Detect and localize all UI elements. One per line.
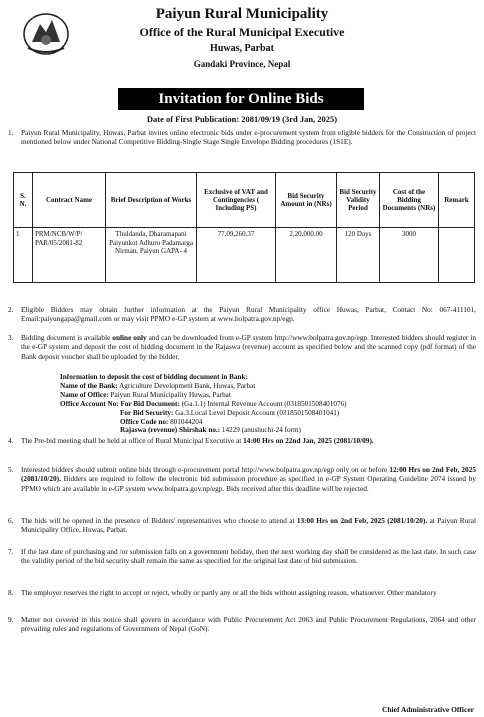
bank-name-label: Name of the Bank: xyxy=(60,381,118,390)
bid-document-label: For Bid Document: xyxy=(120,399,180,408)
office-code-value: 801044204 xyxy=(170,417,203,426)
clause-text xyxy=(21,516,476,535)
clause-text xyxy=(21,333,476,361)
clause-text: Matter not covered in this notice shall govern in accordance with Public Procurement Act 2063 and Public Procurement Regulations, 2064 and other prevailing rules and regulations of Government of Nepal (GoN). xyxy=(21,615,476,634)
bid-security-account: Ga.3.Local Level Deposit Account (0318501508401041) xyxy=(175,408,340,417)
clause-text-part: The Pre-bid meeting shall be held at office of Rural Municipal Executive at xyxy=(21,436,242,445)
rajaswa-label: Rajaswa (revenue) Shirshak no.: xyxy=(120,426,221,435)
bid-document-account: (Ga.1.1) Internal Revenue Account (0318501508401076) xyxy=(181,399,347,408)
clause-text: The employer reserves the right to accept or reject, wholly or partly any or all the bids without assigning reason, whatsoever. Other mandatory xyxy=(21,588,437,597)
publication-date: Date of First Publication: 2081/09/19 (3rd Jan, 2025) xyxy=(146,114,338,124)
header-contract-name: Contract Name xyxy=(33,173,106,228)
clause-2 xyxy=(8,305,476,324)
cell-bid-security: 2,20,000.00 xyxy=(276,228,337,283)
clause-text xyxy=(21,436,476,445)
account-label: Office Account No: xyxy=(60,399,119,408)
prebid-datetime: 14:00 Hrs on 22nd Jan, 2025 (2081/10/09). xyxy=(243,436,374,445)
office-name-label: Name of Office: xyxy=(60,390,109,399)
office-name-value: Paiyun Rural Municipality Huwas, Parbat xyxy=(110,390,231,399)
clause-text xyxy=(21,465,476,493)
bid-table xyxy=(13,172,475,283)
header-description: Brief Description of Works xyxy=(106,173,197,228)
clause-text-part: Interested bidders should submit online bids through e-procurement portal http://www.bolpatra.gov.np/egp only on or before xyxy=(21,465,388,474)
header-bid-security: Bid Security Amount in (NRs) xyxy=(276,173,337,228)
clause-7 xyxy=(8,547,476,566)
opening-datetime: 13:00 Hrs on 2nd Feb, 2025 (2081/10/20). xyxy=(296,516,428,525)
bank-heading: Information to deposit the cost of bidding document in Bank: xyxy=(60,373,248,381)
clause-text: Paiyun Rural Municipality, Huwas, Parbat invites online electronic bids under e-procurement system from eligible bidders for the Construction of project mentioned below under National Competitive Bidding-Single Stage Single Envelope Bidding procedures (1S1E). xyxy=(21,128,476,147)
table-header-row xyxy=(14,173,475,228)
clause-5 xyxy=(8,465,476,493)
table-row xyxy=(14,228,475,283)
rajaswa-line xyxy=(60,426,480,435)
header-cost-estimate: Exclusive of VAT and Contingencies ( Including PS) xyxy=(197,173,276,228)
clause-number: 4. xyxy=(8,436,14,445)
clause-number: 2. xyxy=(8,305,14,314)
cell-cost-estimate: 77,09,260.37 xyxy=(197,228,276,283)
notice-title: Invitation for Online Bids xyxy=(118,88,364,110)
clause-4 xyxy=(8,436,476,445)
office-code-label: Office Code no: xyxy=(120,417,169,426)
office-location: Huwas, Parbat xyxy=(210,43,274,54)
cell-contract-name: PRM/NCB/W/P/ PAR/05/2081-82 xyxy=(33,228,106,283)
clause-text-part: at Paiyun Rural Municipality Office, Huwas, Parbat. xyxy=(21,516,476,535)
clause-text-part: and can be downloaded from e-GP system http://www.bolpatra.gov.np/egp. Interested bidders should register in the e-GP system and deposit the cost of bidding document in the Rajaswa (revenue) account as specified below and the scanned copy (pdf format) of the Bank deposit voucher shall be uploaded by the bidder. xyxy=(21,333,476,361)
clause-8 xyxy=(8,588,476,597)
bank-name-value: Agriculture Development Bank, Huwas, Parbat xyxy=(119,381,256,390)
submission-deadline: 12:00 Hrs on 2nd Feb, 2025 (2081/10/20). xyxy=(21,465,476,484)
clause-1 xyxy=(8,128,476,147)
header-doc-cost: Cost of the Bidding Documents (NRs) xyxy=(380,173,439,228)
header-remark: Remark xyxy=(439,173,475,228)
header-sn: S. N. xyxy=(14,173,33,228)
header-validity: Bid Security Validity Period xyxy=(337,173,380,228)
clause-text-part: Bidding document is available xyxy=(21,333,111,342)
account-security-line xyxy=(60,409,480,418)
clause-number: 3. xyxy=(8,333,14,342)
clause-9 xyxy=(8,615,476,634)
cell-remark xyxy=(439,228,475,283)
office-name: Office of the Rural Municipal Executive xyxy=(139,25,345,39)
clause-text: Eligible Bidders may obtain further information at the Paiyun Rural Municipality office Huwas, Parbat, Contact No: 067-411101, Email:paiyungapa@gmail.com or may visit PPMO e-GP system at www.bolpatra.gov.np/egp. xyxy=(21,305,476,324)
clause-number: 9. xyxy=(8,615,14,624)
clause-number: 8. xyxy=(8,588,14,597)
clause-6 xyxy=(8,516,476,535)
province-name: Gandaki Province, Nepal xyxy=(193,59,291,69)
clause-number: 1. xyxy=(8,128,14,137)
signature-title: Chief Administrative Officer xyxy=(381,705,474,714)
municipality-name: Paiyun Rural Municipality xyxy=(155,6,329,22)
rajaswa-value: 14229 (anushuchi-24 form) xyxy=(221,426,301,435)
clause-text-part: Bidders are required to follow the electronic bid submission procedure as specified in e-GP System Operating Guideline 2074 issued by PPMO which are available in e-GP system www.bolpatra.gov.np/egp. Bids received after this deadline will be rejected. xyxy=(21,474,476,493)
bid-security-label: For Bid Security: xyxy=(120,408,174,417)
clause-text-part: The bids will be opened in the presence of Bidders' representatives who choose to attend at xyxy=(21,516,295,525)
clause-3 xyxy=(8,333,476,361)
cell-doc-cost: 3000 xyxy=(380,228,439,283)
clause-number: 7. xyxy=(8,547,14,556)
bank-name-line xyxy=(60,382,480,391)
bank-information xyxy=(60,373,480,435)
account-doc-line xyxy=(60,400,480,409)
clause-number: 6. xyxy=(8,516,14,525)
office-name-line xyxy=(60,391,480,400)
cell-description: Thuldanda, Dharamapani Paiyunkot Adhuro Padamarga Nirman, Paiyun GAPA- 4 xyxy=(106,228,197,283)
online-only-emphasis: online only xyxy=(112,333,147,342)
clause-number: 5. xyxy=(8,465,14,474)
cell-sn: 1 xyxy=(14,228,33,283)
clause-text: If the last date of purchasing and /or submission falls on a government holiday, then the next working day shall be considered as the last date. In such case the validity period of the bid security shall remain the same as specified for the original last date of bid submission. xyxy=(21,547,476,566)
office-code-line xyxy=(60,418,480,427)
cell-validity: 120 Days xyxy=(337,228,380,283)
